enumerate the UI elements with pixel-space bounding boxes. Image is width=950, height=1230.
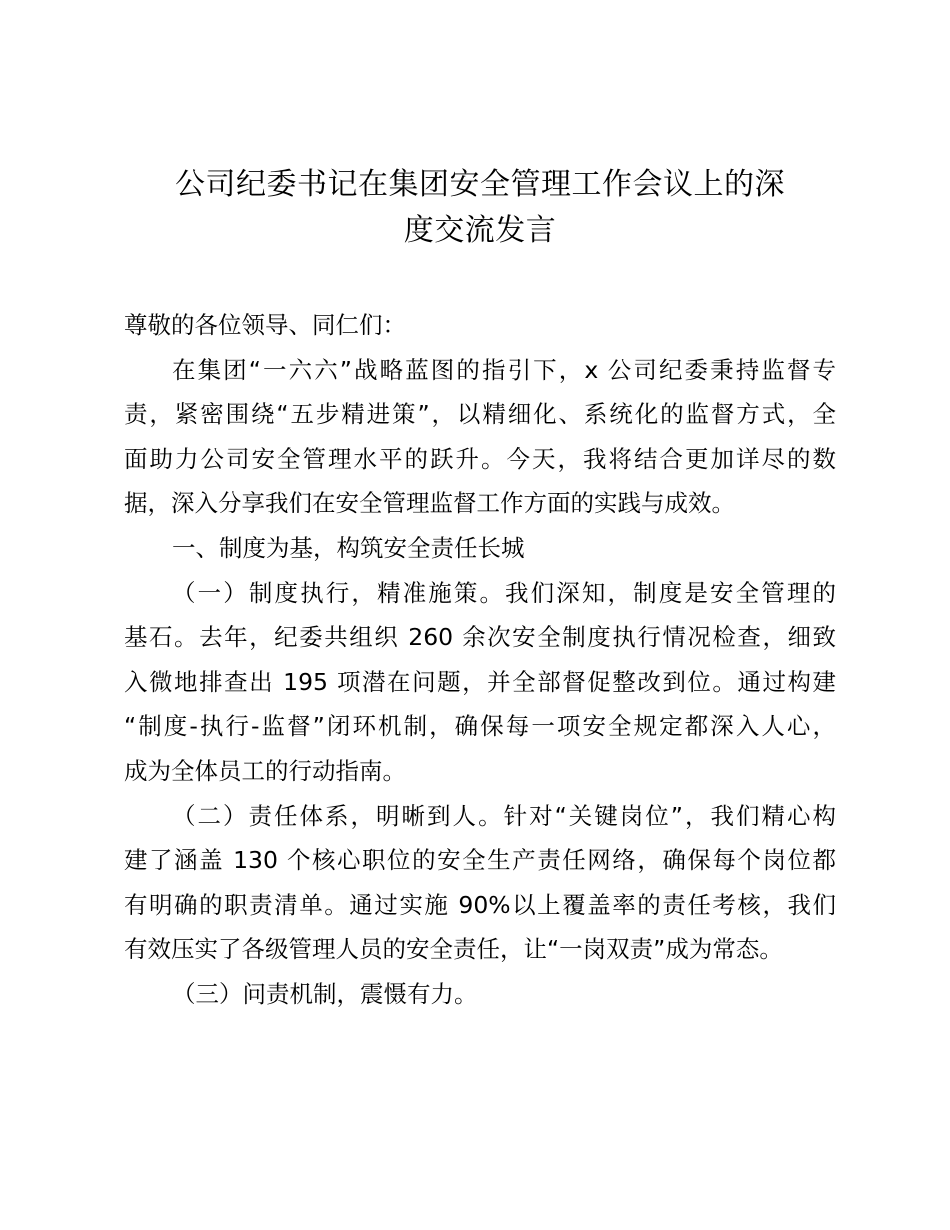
title-line-1: 公司纪委书记在集团安全管理工作会议上的深 (175, 167, 785, 202)
paragraph-line: 入微地排查出 195 项潜在问题，并全部督促整改到位。通过构建 (124, 667, 836, 696)
paragraph-intro (124, 348, 836, 526)
paragraph-line: 在集团“一六六”战略蓝图的指引下，x 公司纪委秉持监督专 (172, 355, 836, 384)
section-heading-text: 一、制度为基，构筑安全责任长城 (172, 533, 525, 562)
section-heading-1 (124, 526, 836, 571)
paragraph-line: 成为全体员工的行动指南。 (124, 756, 406, 785)
paragraph-subsection-1 (124, 571, 836, 794)
paragraph-line: （二）责任体系，明晰到人。针对“关键岗位”，我们精心构 (172, 801, 836, 830)
paragraph-line: 有效压实了各级管理人员的安全责任，让“一岗双责”成为常态。 (124, 935, 783, 964)
title-line-2: 度交流发言 (403, 213, 557, 248)
paragraph-line: 有明确的职责清单。通过实施 90%以上覆盖率的责任考核，我们 (124, 890, 836, 919)
paragraph-subsection-3 (124, 972, 836, 1017)
paragraph-line: （一）制度执行，精准施策。我们深知，制度是安全管理的 (172, 578, 836, 607)
salutation: 尊敬的各位领导、同仁们： (124, 311, 406, 339)
paragraph-line: 面助力公司安全管理水平的跃升。今天，我将结合更加详尽的数 (124, 444, 836, 473)
paragraph-line: 建了涵盖 130 个核心职位的安全生产责任网络，确保每个岗位都 (124, 846, 836, 875)
document-title (124, 162, 836, 254)
paragraph-line: 据，深入分享我们在安全管理监督工作方面的实践与成效。 (124, 489, 735, 518)
paragraph-line: 责，紧密围绕“五步精进策”，以精细化、系统化的监督方式，全 (124, 400, 836, 429)
paragraph-subsection-2 (124, 794, 836, 972)
paragraph-line: “制度-执行-监督”闭环机制，确保每一项安全规定都深入人心， (124, 712, 836, 741)
paragraph-line: （三）问责机制，震慑有力。 (172, 979, 478, 1008)
document-body (124, 303, 836, 1017)
paragraph-line: 基石。去年，纪委共组织 260 余次安全制度执行情况检查，细致 (124, 623, 836, 652)
